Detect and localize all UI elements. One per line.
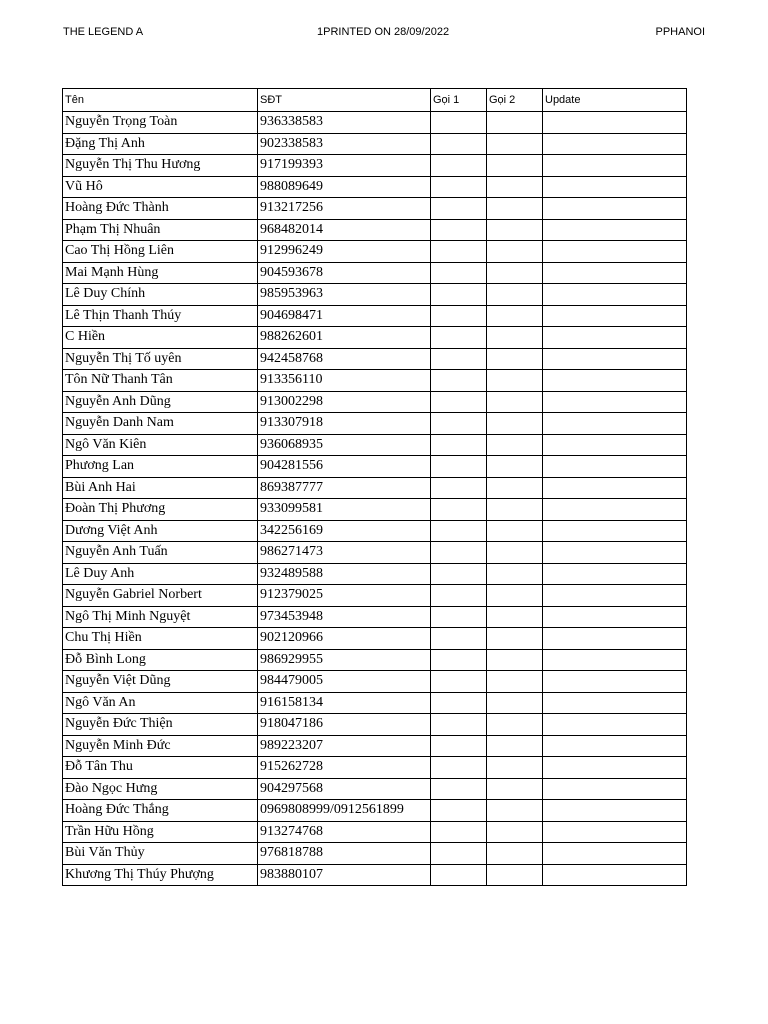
cell-call-1 — [431, 585, 487, 607]
cell-phone: 915262728 — [258, 757, 431, 779]
cell-phone: 869387777 — [258, 477, 431, 499]
cell-call-1 — [431, 434, 487, 456]
cell-update — [543, 757, 687, 779]
cell-update — [543, 520, 687, 542]
cell-call-2 — [487, 821, 543, 843]
cell-call-2 — [487, 391, 543, 413]
cell-phone: 973453948 — [258, 606, 431, 628]
table-body — [63, 112, 687, 886]
cell-update — [543, 219, 687, 241]
cell-call-2 — [487, 606, 543, 628]
cell-phone: 904297568 — [258, 778, 431, 800]
cell-call-1 — [431, 735, 487, 757]
cell-update — [543, 628, 687, 650]
column-header-call-2: Gọi 2 — [487, 89, 543, 112]
cell-call-2 — [487, 370, 543, 392]
page-header — [63, 26, 705, 40]
cell-phone: 904593678 — [258, 262, 431, 284]
cell-name: Chu Thị Hiền — [63, 628, 258, 650]
cell-update — [543, 585, 687, 607]
cell-name: Bùi Anh Hai — [63, 477, 258, 499]
cell-phone: 988262601 — [258, 327, 431, 349]
cell-name: Nguyễn Danh Nam — [63, 413, 258, 435]
cell-update — [543, 606, 687, 628]
cell-call-2 — [487, 649, 543, 671]
cell-call-1 — [431, 671, 487, 693]
table-row — [63, 585, 687, 607]
cell-phone: 902120966 — [258, 628, 431, 650]
contact-table — [62, 88, 687, 886]
cell-update — [543, 477, 687, 499]
table-row — [63, 262, 687, 284]
table-row — [63, 800, 687, 822]
cell-call-2 — [487, 198, 543, 220]
cell-update — [543, 800, 687, 822]
cell-update — [543, 155, 687, 177]
cell-call-1 — [431, 843, 487, 865]
cell-name: Hoàng Đức Thành — [63, 198, 258, 220]
cell-name: Phương Lan — [63, 456, 258, 478]
table-row — [63, 284, 687, 306]
cell-phone: 932489588 — [258, 563, 431, 585]
cell-call-2 — [487, 585, 543, 607]
cell-call-1 — [431, 563, 487, 585]
cell-call-1 — [431, 499, 487, 521]
cell-phone: 902338583 — [258, 133, 431, 155]
cell-phone: 916158134 — [258, 692, 431, 714]
cell-phone: 968482014 — [258, 219, 431, 241]
cell-name: Nguyễn Anh Dũng — [63, 391, 258, 413]
cell-update — [543, 348, 687, 370]
cell-update — [543, 456, 687, 478]
table-row — [63, 542, 687, 564]
table-row — [63, 843, 687, 865]
table-row — [63, 757, 687, 779]
cell-update — [543, 327, 687, 349]
cell-update — [543, 671, 687, 693]
cell-call-1 — [431, 370, 487, 392]
cell-phone: 342256169 — [258, 520, 431, 542]
cell-call-1 — [431, 778, 487, 800]
cell-name: Đào Ngọc Hưng — [63, 778, 258, 800]
cell-name: Ngô Văn An — [63, 692, 258, 714]
cell-call-1 — [431, 542, 487, 564]
cell-call-2 — [487, 757, 543, 779]
table-row — [63, 563, 687, 585]
column-header-phone: SĐT — [258, 89, 431, 112]
cell-call-2 — [487, 628, 543, 650]
cell-update — [543, 370, 687, 392]
cell-call-2 — [487, 735, 543, 757]
cell-name: Tôn Nữ Thanh Tân — [63, 370, 258, 392]
cell-name: Đoàn Thị Phương — [63, 499, 258, 521]
cell-phone: 913356110 — [258, 370, 431, 392]
cell-call-1 — [431, 391, 487, 413]
cell-phone: 912379025 — [258, 585, 431, 607]
cell-name: Lê Duy Anh — [63, 563, 258, 585]
cell-call-1 — [431, 649, 487, 671]
table-row — [63, 327, 687, 349]
cell-name: Nguyễn Anh Tuấn — [63, 542, 258, 564]
cell-name: Ngô Văn Kiên — [63, 434, 258, 456]
cell-call-1 — [431, 284, 487, 306]
cell-update — [543, 305, 687, 327]
cell-call-1 — [431, 520, 487, 542]
cell-phone: 984479005 — [258, 671, 431, 693]
cell-update — [543, 262, 687, 284]
cell-update — [543, 778, 687, 800]
cell-phone: 936068935 — [258, 434, 431, 456]
cell-call-1 — [431, 714, 487, 736]
table-row — [63, 219, 687, 241]
cell-call-1 — [431, 219, 487, 241]
cell-call-2 — [487, 520, 543, 542]
column-header-call-1: Gọi 1 — [431, 89, 487, 112]
cell-phone: 936338583 — [258, 112, 431, 134]
cell-phone: 0969808999/0912561899 — [258, 800, 431, 822]
cell-call-2 — [487, 305, 543, 327]
cell-call-1 — [431, 692, 487, 714]
cell-update — [543, 714, 687, 736]
cell-name: Lê Duy Chính — [63, 284, 258, 306]
table-header-row — [63, 89, 687, 112]
cell-name: Nguyễn Gabriel Norbert — [63, 585, 258, 607]
cell-call-2 — [487, 112, 543, 134]
cell-call-2 — [487, 477, 543, 499]
cell-call-1 — [431, 606, 487, 628]
table-row — [63, 348, 687, 370]
table-row — [63, 649, 687, 671]
cell-call-2 — [487, 499, 543, 521]
cell-update — [543, 241, 687, 263]
cell-call-1 — [431, 821, 487, 843]
cell-call-1 — [431, 262, 487, 284]
cell-phone: 985953963 — [258, 284, 431, 306]
cell-name: Đặng Thị Anh — [63, 133, 258, 155]
column-header-name: Tên — [63, 89, 258, 112]
table-row — [63, 370, 687, 392]
cell-update — [543, 843, 687, 865]
cell-update — [543, 133, 687, 155]
cell-call-1 — [431, 241, 487, 263]
cell-name: Khương Thị Thúy Phượng — [63, 864, 258, 886]
cell-phone: 989223207 — [258, 735, 431, 757]
table-row — [63, 112, 687, 134]
cell-update — [543, 499, 687, 521]
cell-call-1 — [431, 176, 487, 198]
cell-name: C Hiền — [63, 327, 258, 349]
header-location: PPHANOI — [655, 26, 705, 38]
cell-name: Nguyễn Việt Dũng — [63, 671, 258, 693]
cell-call-2 — [487, 155, 543, 177]
cell-phone: 913274768 — [258, 821, 431, 843]
cell-update — [543, 284, 687, 306]
cell-call-2 — [487, 284, 543, 306]
cell-name: Nguyễn Trọng Toàn — [63, 112, 258, 134]
header-title: THE LEGEND A — [63, 26, 144, 38]
table-row — [63, 821, 687, 843]
cell-name: Dương Việt Anh — [63, 520, 258, 542]
cell-call-2 — [487, 843, 543, 865]
cell-phone: 918047186 — [258, 714, 431, 736]
cell-name: Nguyễn Minh Đức — [63, 735, 258, 757]
cell-name: Vũ Hô — [63, 176, 258, 198]
cell-call-2 — [487, 671, 543, 693]
cell-name: Nguyễn Thị Thu Hương — [63, 155, 258, 177]
table-row — [63, 133, 687, 155]
cell-call-1 — [431, 305, 487, 327]
table-row — [63, 176, 687, 198]
table-row — [63, 692, 687, 714]
cell-call-1 — [431, 800, 487, 822]
cell-update — [543, 563, 687, 585]
cell-phone: 986929955 — [258, 649, 431, 671]
table-row — [63, 628, 687, 650]
cell-phone: 988089649 — [258, 176, 431, 198]
cell-name: Cao Thị Hồng Liên — [63, 241, 258, 263]
cell-phone: 913002298 — [258, 391, 431, 413]
table-row — [63, 434, 687, 456]
table-row — [63, 456, 687, 478]
cell-call-2 — [487, 864, 543, 886]
cell-name: Nguyễn Thị Tố uyên — [63, 348, 258, 370]
cell-update — [543, 864, 687, 886]
column-header-update: Update — [543, 89, 687, 112]
cell-call-2 — [487, 262, 543, 284]
cell-call-2 — [487, 241, 543, 263]
cell-call-2 — [487, 348, 543, 370]
cell-call-1 — [431, 477, 487, 499]
cell-call-1 — [431, 133, 487, 155]
table-row — [63, 477, 687, 499]
cell-call-2 — [487, 800, 543, 822]
cell-name: Đỗ Bình Long — [63, 649, 258, 671]
cell-update — [543, 176, 687, 198]
cell-name: Phạm Thị Nhuân — [63, 219, 258, 241]
table-row — [63, 714, 687, 736]
cell-update — [543, 112, 687, 134]
table-row — [63, 241, 687, 263]
cell-name: Hoàng Đức Thắng — [63, 800, 258, 822]
cell-call-1 — [431, 413, 487, 435]
table-row — [63, 778, 687, 800]
table-row — [63, 499, 687, 521]
cell-update — [543, 542, 687, 564]
cell-call-1 — [431, 348, 487, 370]
cell-update — [543, 198, 687, 220]
cell-call-1 — [431, 155, 487, 177]
cell-call-1 — [431, 456, 487, 478]
cell-call-1 — [431, 628, 487, 650]
cell-call-2 — [487, 714, 543, 736]
cell-call-1 — [431, 864, 487, 886]
cell-phone: 912996249 — [258, 241, 431, 263]
cell-name: Lê Thịn Thanh Thúy — [63, 305, 258, 327]
cell-call-2 — [487, 778, 543, 800]
cell-phone: 913217256 — [258, 198, 431, 220]
table-row — [63, 305, 687, 327]
cell-phone: 904281556 — [258, 456, 431, 478]
cell-phone: 917199393 — [258, 155, 431, 177]
table-row — [63, 671, 687, 693]
cell-call-1 — [431, 757, 487, 779]
cell-call-1 — [431, 198, 487, 220]
cell-call-2 — [487, 133, 543, 155]
table-row — [63, 198, 687, 220]
cell-phone: 976818788 — [258, 843, 431, 865]
cell-phone: 942458768 — [258, 348, 431, 370]
cell-update — [543, 821, 687, 843]
cell-phone: 986271473 — [258, 542, 431, 564]
cell-call-2 — [487, 413, 543, 435]
cell-update — [543, 413, 687, 435]
cell-call-2 — [487, 176, 543, 198]
cell-update — [543, 649, 687, 671]
cell-name: Trần Hữu Hồng — [63, 821, 258, 843]
print-date: 1PRINTED ON 28/09/2022 — [317, 26, 450, 38]
cell-call-2 — [487, 456, 543, 478]
cell-update — [543, 735, 687, 757]
cell-call-2 — [487, 434, 543, 456]
cell-phone: 913307918 — [258, 413, 431, 435]
table-row — [63, 735, 687, 757]
table-row — [63, 864, 687, 886]
cell-update — [543, 692, 687, 714]
cell-name: Ngô Thị Minh Nguyệt — [63, 606, 258, 628]
cell-call-2 — [487, 563, 543, 585]
table-row — [63, 155, 687, 177]
cell-phone: 983880107 — [258, 864, 431, 886]
cell-name: Nguyễn Đức Thiện — [63, 714, 258, 736]
cell-call-2 — [487, 327, 543, 349]
cell-call-1 — [431, 112, 487, 134]
cell-name: Mai Mạnh Hùng — [63, 262, 258, 284]
table-row — [63, 413, 687, 435]
table-row — [63, 391, 687, 413]
cell-name: Bùi Văn Thủy — [63, 843, 258, 865]
cell-phone: 933099581 — [258, 499, 431, 521]
cell-call-2 — [487, 219, 543, 241]
cell-phone: 904698471 — [258, 305, 431, 327]
cell-call-1 — [431, 327, 487, 349]
cell-update — [543, 391, 687, 413]
cell-call-2 — [487, 692, 543, 714]
cell-call-2 — [487, 542, 543, 564]
cell-update — [543, 434, 687, 456]
cell-name: Đỗ Tân Thu — [63, 757, 258, 779]
table-row — [63, 520, 687, 542]
table-row — [63, 606, 687, 628]
